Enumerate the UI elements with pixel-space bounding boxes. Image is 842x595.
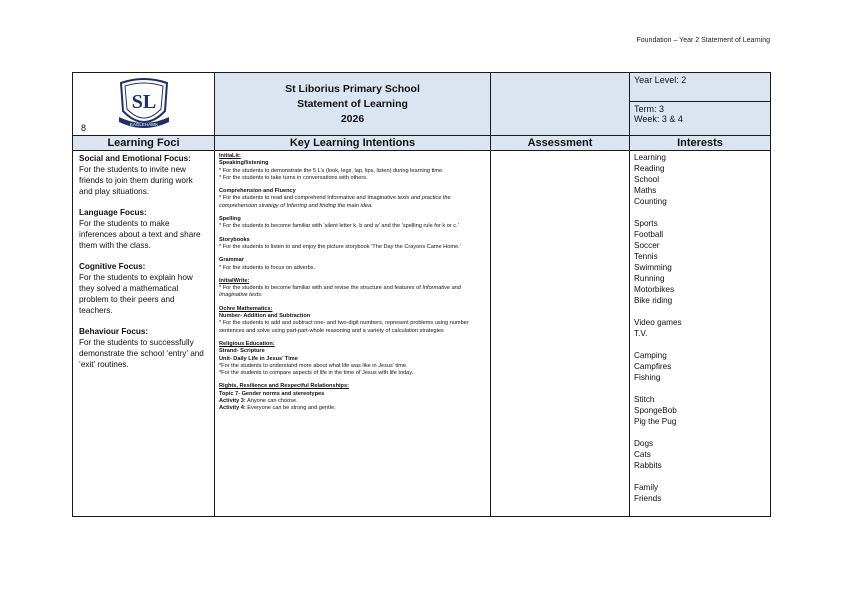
rrr-activity [219, 398, 486, 405]
interest-item: Pig the Pug [634, 417, 677, 426]
comprehension-item [219, 195, 486, 210]
week: Week: 3 & 4 [634, 114, 683, 124]
re-item: *For the students to understand more about what life was like in Jesus’ time. [219, 362, 408, 369]
school-name: St Liborius Primary School [285, 82, 420, 95]
title-spacer [491, 73, 630, 136]
maths-item: * For the students to add and subtract one- and two-digit numbers, represent problems using number sentences and solve using part-part-whole reasoning and a variety of calculation strategies [219, 320, 469, 334]
interest-item: T.V. [634, 329, 648, 338]
document-title: Statement of Learning [297, 97, 408, 110]
year-level-cell [630, 73, 771, 102]
focus-group [79, 153, 208, 197]
storybooks-heading: Storybooks [219, 236, 250, 243]
rrr-activity-text: Anyone can choose. [245, 398, 298, 405]
interest-item: Camping [634, 351, 667, 360]
rrr-activity-label: Activity 4: [219, 405, 246, 412]
interest-item: Bike riding [634, 296, 673, 305]
grammar-item: * For the students to focus on adverbs. [219, 264, 316, 271]
re-heading: Religious Education: [219, 340, 275, 347]
year-level: Year Level: 2 [634, 75, 687, 85]
focus-title: Behaviour Focus: [79, 327, 149, 336]
title-cell [215, 73, 491, 136]
school-crest-logo [117, 77, 171, 133]
learning-foci-cell [73, 151, 215, 517]
column-header-assessment: Assessment [491, 136, 630, 151]
interest-item: Stitch [634, 395, 655, 404]
interest-item: Friends [634, 494, 662, 503]
comprehension-heading: Comprehension and Fluency [219, 188, 296, 195]
initialwrite-item-text: * For the students to become familiar with and revise the structure and features of [219, 285, 423, 292]
interest-item: SpongeBob [634, 406, 677, 415]
interest-item: Campfires [634, 362, 672, 371]
statement-of-learning-table [72, 72, 771, 517]
interest-item: Rabbits [634, 461, 662, 470]
focus-title: Language Focus: [79, 208, 147, 217]
assessment-cell [491, 151, 630, 517]
rrr-activity-text: Everyone can be strong and gentle. [245, 405, 336, 412]
interest-item: Running [634, 274, 665, 283]
interest-item: Learning [634, 153, 666, 162]
column-header-interests: Interests [630, 136, 771, 151]
interest-item: Video games [634, 318, 682, 327]
term: Term: 3 [634, 104, 665, 114]
maths-subheading: Number- Addition and Subtraction [219, 313, 311, 320]
maths-heading: Ochre Mathematics: [219, 305, 273, 312]
interest-item: Family [634, 483, 659, 492]
initialwrite-item [219, 285, 486, 300]
rrr-activity [219, 405, 486, 412]
rrr-activity-label: Activity 3: [219, 398, 246, 405]
interest-item: Dogs [634, 439, 654, 448]
interest-item: School [634, 175, 660, 184]
document-year: 2026 [340, 112, 365, 125]
speaking-heading: Speaking/listening [219, 160, 269, 167]
comprehension-item-text: * For the students to read and comprehend Informative and Imaginative [219, 195, 398, 202]
initialit-heading: InitiaLit: [219, 153, 241, 159]
rrr-heading: Rights, Resilience and Respectful Relationships: [219, 383, 349, 390]
interest-item: Maths [634, 186, 657, 195]
interests-cell [630, 151, 771, 517]
key-learning-intentions-cell [215, 151, 491, 517]
interest-item: Football [634, 230, 664, 239]
initialwrite-heading: InitialWrite: [219, 277, 250, 284]
page-number: 8 [81, 123, 87, 133]
interest-item: Swimming [634, 263, 672, 272]
grammar-heading: Grammar [219, 257, 244, 264]
interest-item: Fishing [634, 373, 661, 382]
column-header-foci: Learning Foci [73, 136, 215, 151]
interest-item: Counting [634, 197, 667, 206]
focus-group [79, 207, 208, 251]
column-header-intentions: Key Learning Intentions [215, 136, 491, 151]
focus-text: For the students to invite new friends to join them during work and play situations. [79, 165, 193, 196]
re-item: *For the students to compare aspects of life in the time of Jesus with life today. [219, 370, 414, 377]
focus-text: For the students to successfully demonstrate the school ‘entry’ and ‘exit’ routines. [79, 338, 204, 369]
focus-text: For the students to explain how they solved a mathematical problem to their peers and teachers. [79, 273, 193, 315]
interest-item: Motorbikes [634, 285, 675, 294]
speaking-item: * For the students to take turns in conversations with others. [219, 174, 368, 181]
term-week-cell [630, 102, 771, 136]
spelling-heading: Spelling [219, 216, 241, 223]
speaking-item: * For the students to demonstrate the 5 L’s (look, legs, lap, lips, listen) during learning time. [219, 167, 444, 174]
focus-group [79, 261, 208, 316]
focus-title: Social and Emotional Focus: [79, 154, 191, 163]
re-strand: Strand- Scripture [219, 348, 265, 355]
logo-cell [73, 73, 215, 136]
focus-title: Cognitive Focus: [79, 262, 146, 271]
initialwrite-item-italic: Informative and Imaginative texts. [219, 285, 461, 299]
interest-item: Tennis [634, 252, 658, 261]
crest-motto: EAGLEHAWK [129, 122, 159, 127]
interest-item: Soccer [634, 241, 660, 250]
interest-item: Sports [634, 219, 658, 228]
crest-letters: SL [131, 91, 157, 113]
storybooks-item: * For the students to listen to and enjoy the picture storybook ‘The Day the Crayons Came Home.’ [219, 243, 461, 250]
interest-item: Cats [634, 450, 651, 459]
comprehension-item-italic: texts and practice the comprehension strategy of Inferring and finding the main idea. [219, 195, 451, 209]
focus-text: For the students to make inferences about a text and share them with the class. [79, 219, 201, 250]
focus-group [79, 326, 208, 370]
spelling-item: * For the students to become familiar with ‘silent letter k, b and w’ and the ‘spelling rule for k or c.’ [219, 223, 459, 230]
re-unit: Unit- Daily Life in Jesus’ Time [219, 355, 298, 362]
document-header: Foundation – Year 2 Statement of Learning [636, 37, 770, 44]
rrr-topic: Topic 7- Gender norms and stereotypes [219, 390, 325, 397]
interest-item: Reading [634, 164, 665, 173]
